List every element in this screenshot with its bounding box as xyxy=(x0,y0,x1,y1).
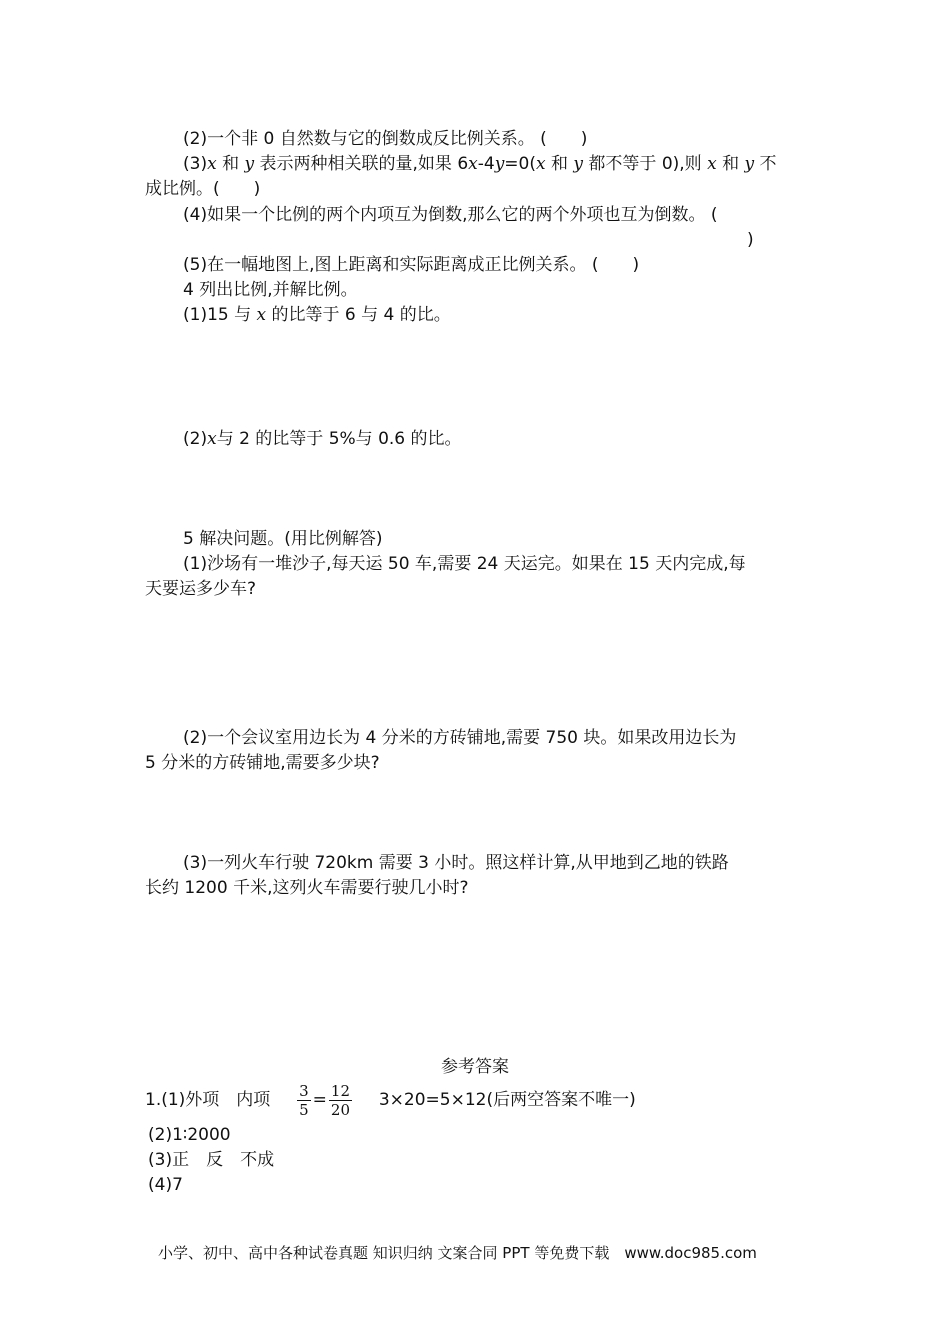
answers-title: 参考答案 xyxy=(441,1057,509,1077)
fraction-denominator: 5 xyxy=(299,1100,309,1119)
var-x: x xyxy=(207,154,217,174)
judge-question-5: (5)在一幅地图上,图上距离和实际距离成正比例关系。 ( ) xyxy=(183,255,640,275)
section-4-heading: 4 列出比例,并解比例。 xyxy=(183,280,358,300)
q-text: 与 2 的比等于 5%与 0.6 的比。 xyxy=(216,429,462,449)
var-y: y xyxy=(244,154,255,174)
q3-text: 和 xyxy=(545,154,574,174)
q3-text: 和 xyxy=(716,154,745,174)
answer-4: (4)7 xyxy=(148,1175,183,1195)
word-problem-2: (2)一个会议室用边长为 4 分米的方砖铺地,需要 750 块。如果改用边长为 xyxy=(183,728,737,748)
var-x: x xyxy=(207,429,217,449)
section-5-heading: 5 解决问题。(用比例解答) xyxy=(183,529,383,549)
q3-text: (3) xyxy=(183,154,208,174)
var-y: y xyxy=(573,154,584,174)
var-x: x xyxy=(536,154,546,174)
var-y: y xyxy=(494,154,505,174)
q-text: 的比等于 6 与 4 的比。 xyxy=(266,305,451,325)
word-problem-2-continued: 5 分米的方砖铺地,需要多少块? xyxy=(145,753,380,773)
answer-1 xyxy=(145,1080,636,1120)
answer-2: (2)1∶2000 xyxy=(148,1125,231,1145)
answer-1-suffix: 3×20=5×12(后两空答案不唯一) xyxy=(378,1090,636,1110)
judge-question-4: (4)如果一个比例的两个内项互为倒数,那么它的两个外项也互为倒数。 ( xyxy=(183,205,718,225)
fraction-3-5 xyxy=(297,1082,311,1119)
judge-question-3-continued: 成比例。( ) xyxy=(145,179,261,199)
equals-sign: = xyxy=(312,1090,327,1110)
proportion-question-1 xyxy=(183,304,451,326)
answer-1-prefix: 1.(1)外项 内项 xyxy=(145,1090,271,1110)
word-problem-1: (1)沙场有一堆沙子,每天运 50 车,需要 24 天运完。如果在 15 天内完成,每 xyxy=(183,554,746,574)
word-problem-3: (3)一列火车行驶 720km 需要 3 小时。照这样计算,从甲地到乙地的铁路 xyxy=(183,853,729,873)
q3-text: 不 xyxy=(754,154,777,174)
page-footer: 小学、初中、高中各种试卷真题 知识归纳 文案合同 PPT 等免费下载 www.doc985.com xyxy=(158,1244,757,1262)
q3-text: -4 xyxy=(477,154,495,174)
word-problem-3-continued: 长约 1200 千米,这列火车需要行驶几小时? xyxy=(145,878,469,898)
judge-question-3 xyxy=(183,153,777,175)
q-text: (2) xyxy=(183,429,208,449)
q3-text: 和 xyxy=(216,154,245,174)
fraction-numerator: 3 xyxy=(299,1081,309,1100)
judge-question-2: (2)一个非 0 自然数与它的倒数成反比例关系。 ( ) xyxy=(183,129,588,149)
proportion-question-2 xyxy=(183,428,462,450)
answer-3: (3)正 反 不成 xyxy=(148,1150,275,1170)
q3-text: =0( xyxy=(504,154,536,174)
q3-text: 都不等于 0),则 xyxy=(583,154,708,174)
word-problem-1-continued: 天要运多少车? xyxy=(145,579,257,599)
var-x: x xyxy=(468,154,478,174)
q-text: (1)15 与 xyxy=(183,305,257,325)
fraction-denominator: 20 xyxy=(330,1100,351,1119)
var-y: y xyxy=(744,154,755,174)
judge-question-4-paren: ) xyxy=(747,230,754,250)
var-x: x xyxy=(256,305,267,325)
fraction-numerator: 12 xyxy=(330,1081,351,1100)
fraction-12-20 xyxy=(329,1082,352,1119)
q3-text: 表示两种相关联的量,如果 6 xyxy=(254,154,469,174)
var-x: x xyxy=(707,154,717,174)
